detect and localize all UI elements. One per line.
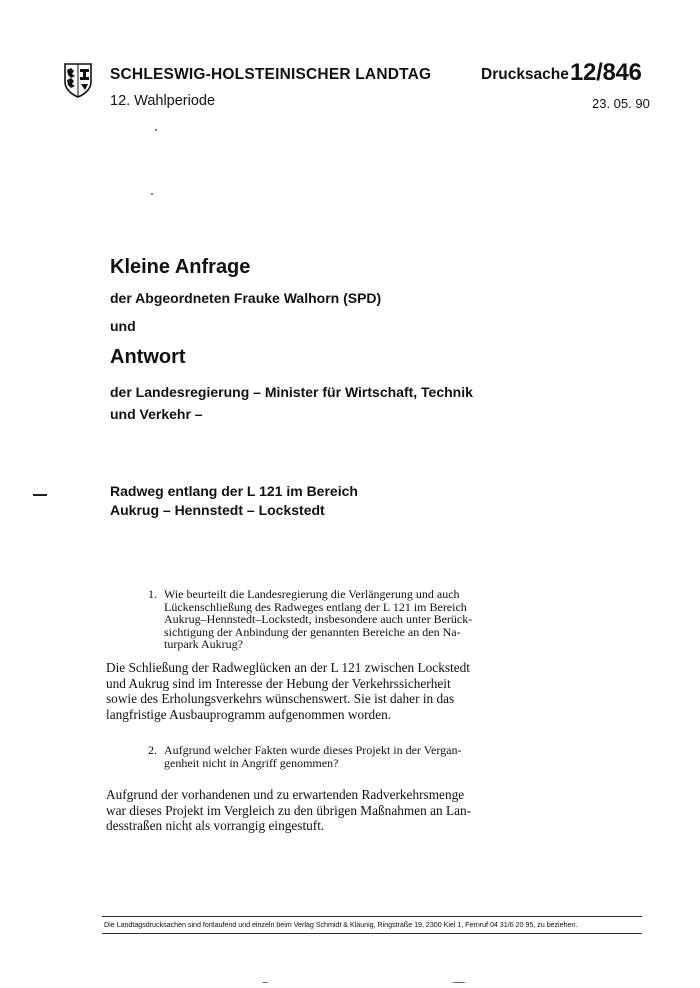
responder-block (110, 381, 473, 425)
responder-line: und Verkehr – (110, 406, 203, 422)
question-number: 1. (148, 587, 157, 601)
subject-line: Radweg entlang der L 121 im Bereich (110, 483, 358, 499)
author-line: der Abgeordneten Frauke Walhorn (SPD) (110, 290, 382, 306)
scan-speck (155, 129, 157, 131)
subject-block (110, 482, 358, 520)
question-text: Aufgrund welcher Fakten wurde dieses Projekt in der Vergan- genheit nicht in Angriff genommen? (164, 743, 462, 770)
scan-speck (262, 982, 268, 983)
answer-1 (106, 660, 481, 722)
answer-line: Die Schließung der Radweglücken an der L 121 zwischen Lockstedt (106, 660, 470, 675)
parliament-name: SCHLESWIG-HOLSTEINISCHER LANDTAG (110, 66, 432, 83)
question-number: 2. (148, 743, 157, 757)
responder-line: der Landesregierung – Minister für Wirtschaft, Technik (110, 384, 473, 400)
margin-dash (33, 494, 47, 496)
document-date: 23. 05. 90 (592, 96, 650, 111)
antwort-heading: Antwort (110, 346, 186, 368)
answer-line: Aufgrund der vorhandenen und zu erwartenden Radverkehrsmenge (106, 787, 465, 802)
scan-speck (151, 193, 153, 195)
answer-line: langfristige Ausbauprogramm aufgenommen worden. (106, 706, 392, 722)
footer-rule-top (102, 916, 642, 917)
answer-line: sowie des Erholungsverkehrs wünschenswert. Sie ist daher in das (106, 691, 455, 707)
drucksache-number: 12/846 (570, 59, 642, 86)
scan-speck (452, 982, 466, 983)
coat-of-arms-icon (63, 62, 93, 98)
subject-line: Aukrug – Hennstedt – Lockstedt (110, 502, 325, 518)
kleine-anfrage-heading: Kleine Anfrage (110, 256, 251, 278)
und-line: und (110, 318, 136, 334)
footer-rule-bottom (102, 933, 642, 934)
legislative-period: 12. Wahlperiode (110, 93, 216, 109)
answer-line: und Aukrug sind im Interesse der Hebung der Verkehrssicherheit (106, 675, 451, 691)
question-text: Wie beurteilt die Landesregierung die Verlängerung und auch Lückenschließung des Radweges entlang der L 121 im Bereich Aukrug–Hennstedt–Lockstedt, insbesondere auch unter Berück- sichtigung der Anbindung der genannten Bereiche an den Na- turpark Aukrug? (164, 587, 473, 652)
drucksache-label: Drucksache (481, 66, 569, 83)
answer-line: desstraßen nicht als vorrangig eingestuft. (106, 818, 325, 834)
footer-note: Die Landtagsdrucksachen sind fortlaufend und einzeln beim Verlag Schmidt & Klaunig, Ringstraße 19, 2300 Kiel 1, Fernruf 04 31/6 20 95, zu beziehen. (104, 920, 578, 929)
answer-line: war dieses Projekt im Vergleich zu den übrigen Maßnahmen an Lan- (106, 802, 472, 818)
answer-2 (106, 787, 481, 834)
